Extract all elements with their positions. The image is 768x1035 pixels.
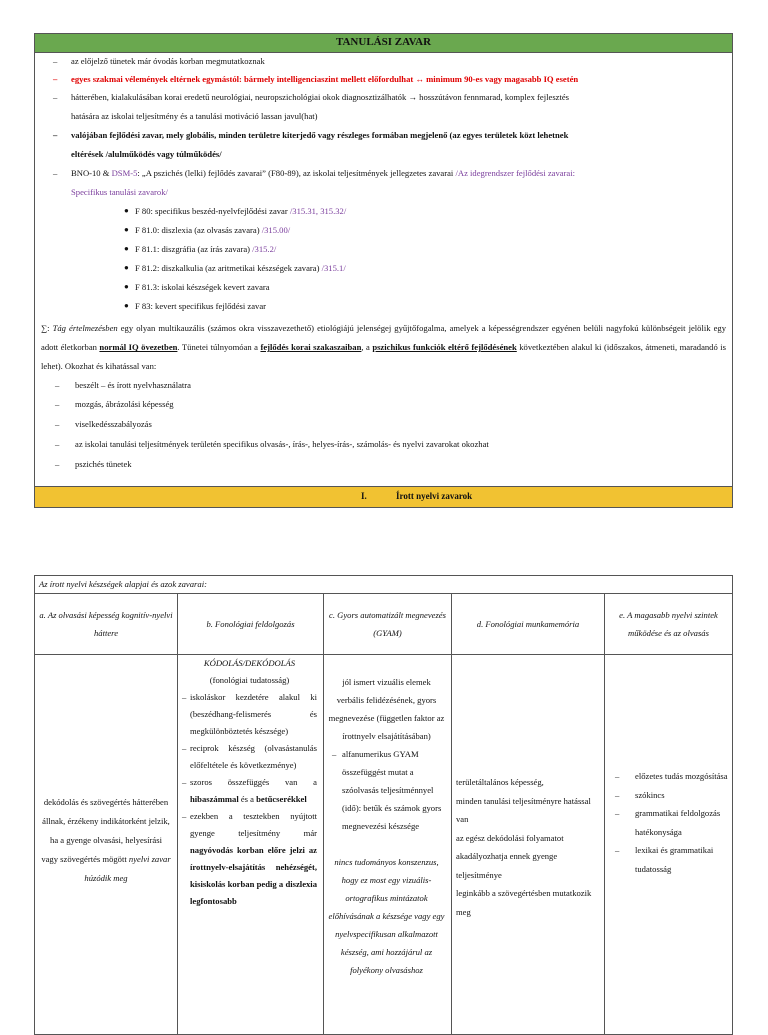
list-item: – iskoláskor kezdetére alakul ki (beszédhang-felismerés és megkülönböztetés készsége) — [182, 689, 317, 740]
cell-phonological-processing: KÓDOLÁS/DEKÓDOLÁS (fonológiai tudatosság) – iskoláskor kezdetére alakul ki (beszédhang-felismerés és megkülönböztetés készsége) – reciprok készség (olvasástanulás előfeltétele és következménye) – szoros összefüggés van a hibaszámmal és a betűcserékkel – ezekben a tesztekben nyújtott gyenge teljesítmény már nagyóvodás korban előre jelzi az írottnyelv-elsajátítás nehézségét, kisiskolás korban pedig a diszlexia legfontosabb — [178, 655, 324, 1035]
dash-icon: – — [55, 458, 60, 469]
dash-icon: – — [53, 168, 58, 178]
table-body-row — [35, 655, 732, 1035]
header-cell: b. Fonológiai feldolgozás — [178, 594, 324, 654]
dash-icon: – — [615, 845, 620, 855]
cell-working-memory: területáltalános képesség, minden tanulási teljesítményre hatással van az egész dekódolási folyamatot akadályozhatja ennek gyenge teljesítménye leginkább a szövegértésben mutatkozik meg — [452, 655, 605, 1035]
dash-icon: – — [53, 92, 58, 102]
list-item: – lexikai és grammatikai tudatosság — [609, 841, 728, 878]
effect-item: – az iskolai tanulási teljesítmények területén specifikus olvasás-, írás-, helyes-írás-, számolás- és nyelvi zavarokat okozhat — [35, 435, 732, 455]
code-item: ● F 81.2: diszkalkulia (az aritmetikai készségek zavara) /315.1/ — [35, 259, 732, 278]
header-cell: a. Az olvasási képesség kognitív-nyelvi háttere — [35, 594, 178, 654]
section-number: I. — [361, 491, 367, 501]
dash-icon: – — [53, 130, 58, 140]
effect-item: – viselkedésszabályozás — [35, 415, 732, 435]
section-title: Írott nyelvi zavarok — [396, 491, 473, 501]
dash-icon: – — [53, 73, 58, 84]
box-title: TANULÁSI ZAVAR — [35, 34, 732, 53]
table-caption: Az írott nyelvi készségek alapjai és azok zavarai: — [35, 576, 732, 594]
bullet-icon: ● — [124, 262, 129, 272]
dash-icon: – — [182, 777, 187, 787]
bullet-icon: ● — [124, 243, 129, 253]
dash-icon: – — [55, 419, 60, 430]
bullet-icon: ● — [124, 206, 129, 215]
list-item: – ezekben a tesztekben nyújtott gyenge teljesítmény már nagyóvodás korban előre jelzi az írottnyelv-elsajátítás nehézségét, kisiskolás korban pedig a diszlexia legfontosabb — [182, 808, 317, 910]
diagnostic-codes-list — [35, 202, 732, 315]
list-item: – szókincs — [609, 786, 728, 805]
effects-list — [35, 376, 732, 475]
list-item: – szoros összefüggés van a hibaszámmal és a betűcserékkel — [182, 774, 317, 808]
intro-line: – hátterében, kialakulásában korai eredetű neurológiai, neuropszichológiai okok diagnosztizálhatók → hosszútávon fennmarad, komplex fejlesztés hatására az iskolai teljesítmény és a tanulási motiváció lassan javul(hat) — [35, 88, 732, 126]
effect-item: – pszichés tünetek — [35, 455, 732, 475]
section-heading — [35, 486, 732, 507]
classification-line: – BNO-10 & DSM-5: „A pszichés (lelki) fejlődés zavarai” (F80-89), az iskolai teljesítmények jellegzetes zavarai /Az idegrendszer fejlődési zavarai: Specifikus tanulási zavarok/ — [35, 164, 732, 202]
list-item: – grammatikai feldolgozás hatékonysága — [609, 804, 728, 841]
list-item: – alfanumerikus GYAM összefüggést mutat a szóolvasás teljesítménnyel (idő): betűk és számok gyors megnevezési készsége — [328, 745, 445, 835]
table-header-row — [35, 594, 732, 655]
effect-item: – beszélt – és írott nyelvhasználatra — [35, 376, 732, 396]
intro-line: – az előjelző tünetek már óvodás korban megmutatkoznak — [35, 53, 732, 71]
dash-icon: – — [615, 808, 620, 818]
learning-disorder-box — [34, 33, 733, 508]
intro-line-bold: – valójában fejlődési zavar, mely globális, minden területre kiterjedő vagy részleges formában megjelenő (az egyes területek közt lehetnek eltérések /alulműködés vagy túlműködés/ — [35, 126, 732, 164]
intro-list — [35, 53, 732, 475]
intro-line-red: – egyes szakmai vélemények eltérnek egymástól: bármely intelligenciaszint mellett előfordulhat ↔ minimum 90-es vagy magasabb IQ esetén — [35, 71, 732, 89]
definition-paragraph: ∑: Tág értelmezésben egy olyan multikauzális (számos okra visszavezethető) etiológiájú jelenségej gyűjtőfogalma, amelyek a képességrendszer egyénen belüli nagyfokú különbségeit jelölik egy adott életkorban normál IQ övezetben. Tünetei túlnyomóan a fejlődés korai szakaszaiban, a pszichikus funkciók eltérő fejlődésének következtében alakul ki (időszakos, átmeneti, maradandó is lehet). Okozhat és kihatással van: — [41, 323, 727, 371]
dash-icon: – — [53, 56, 58, 66]
dash-icon: – — [182, 811, 187, 821]
dash-icon: – — [182, 743, 187, 753]
code-item: ● F 81.3: iskolai készségek kevert zavara — [35, 278, 732, 297]
header-cell: d. Fonológiai munkamemória — [452, 594, 605, 654]
list-item: – előzetes tudás mozgósítása — [609, 767, 728, 786]
cell-rapid-naming: jól ismert vizuális elemek verbális felidézésének, gyors megnevezése (független faktor az írottnyelv elsajátításában) – alfanumerikus GYAM összefüggést mutat a szóolvasás teljesítménnyel (idő): betűk és számok gyors megnevezési készsége nincs tudományos konszenzus, hogy ez most egy vizuális-ortografikus mintázatok előhívásának a készsége vagy egy nyelvspecifikusan alkalmazott készség, ami hozzájárul az folyékony olvasáshoz — [324, 655, 452, 1035]
cell-cognitive-background: dekódolás és szövegértés hátterében állnak, érzékeny indikátorként jelzik, ha a gyenge olvasási, helyesírási vagy szövegértés mögött nyelvi zavar húzódik meg — [35, 655, 178, 1035]
list-item: – reciprok készség (olvasástanulás előfeltétele és következménye) — [182, 740, 317, 774]
bullet-icon: ● — [124, 224, 129, 234]
written-language-table — [34, 575, 733, 1035]
code-item: ● F 83: kevert specifikus fejlődési zavar — [35, 297, 732, 316]
code-item: ● F 81.0: diszlexia (az olvasás zavara) /315.00/ — [35, 221, 732, 240]
header-cell: e. A magasabb nyelvi szintek működése és az olvasás — [619, 610, 718, 638]
dash-icon: – — [55, 438, 60, 449]
dash-icon: – — [615, 771, 620, 781]
dash-icon: – — [615, 789, 620, 800]
cell-higher-language — [605, 655, 732, 1035]
dash-icon: – — [182, 692, 187, 702]
effect-item: – mozgás, ábrázolási képesség — [35, 395, 732, 415]
bullet-icon: ● — [124, 300, 129, 310]
dash-icon: – — [55, 399, 60, 410]
dash-icon: – — [332, 749, 337, 759]
bullet-icon: ● — [124, 281, 129, 291]
header-cell: c. Gyors automatizált megnevezés (GYAM) — [324, 594, 452, 654]
dash-icon: – — [55, 379, 60, 390]
code-item: ● F 81.1: diszgráfia (az írás zavara) /315.2/ — [35, 240, 732, 259]
code-item: ● F 80: specifikus beszéd-nyelvfejlődési zavar /315.31, 315.32/ — [35, 202, 732, 221]
